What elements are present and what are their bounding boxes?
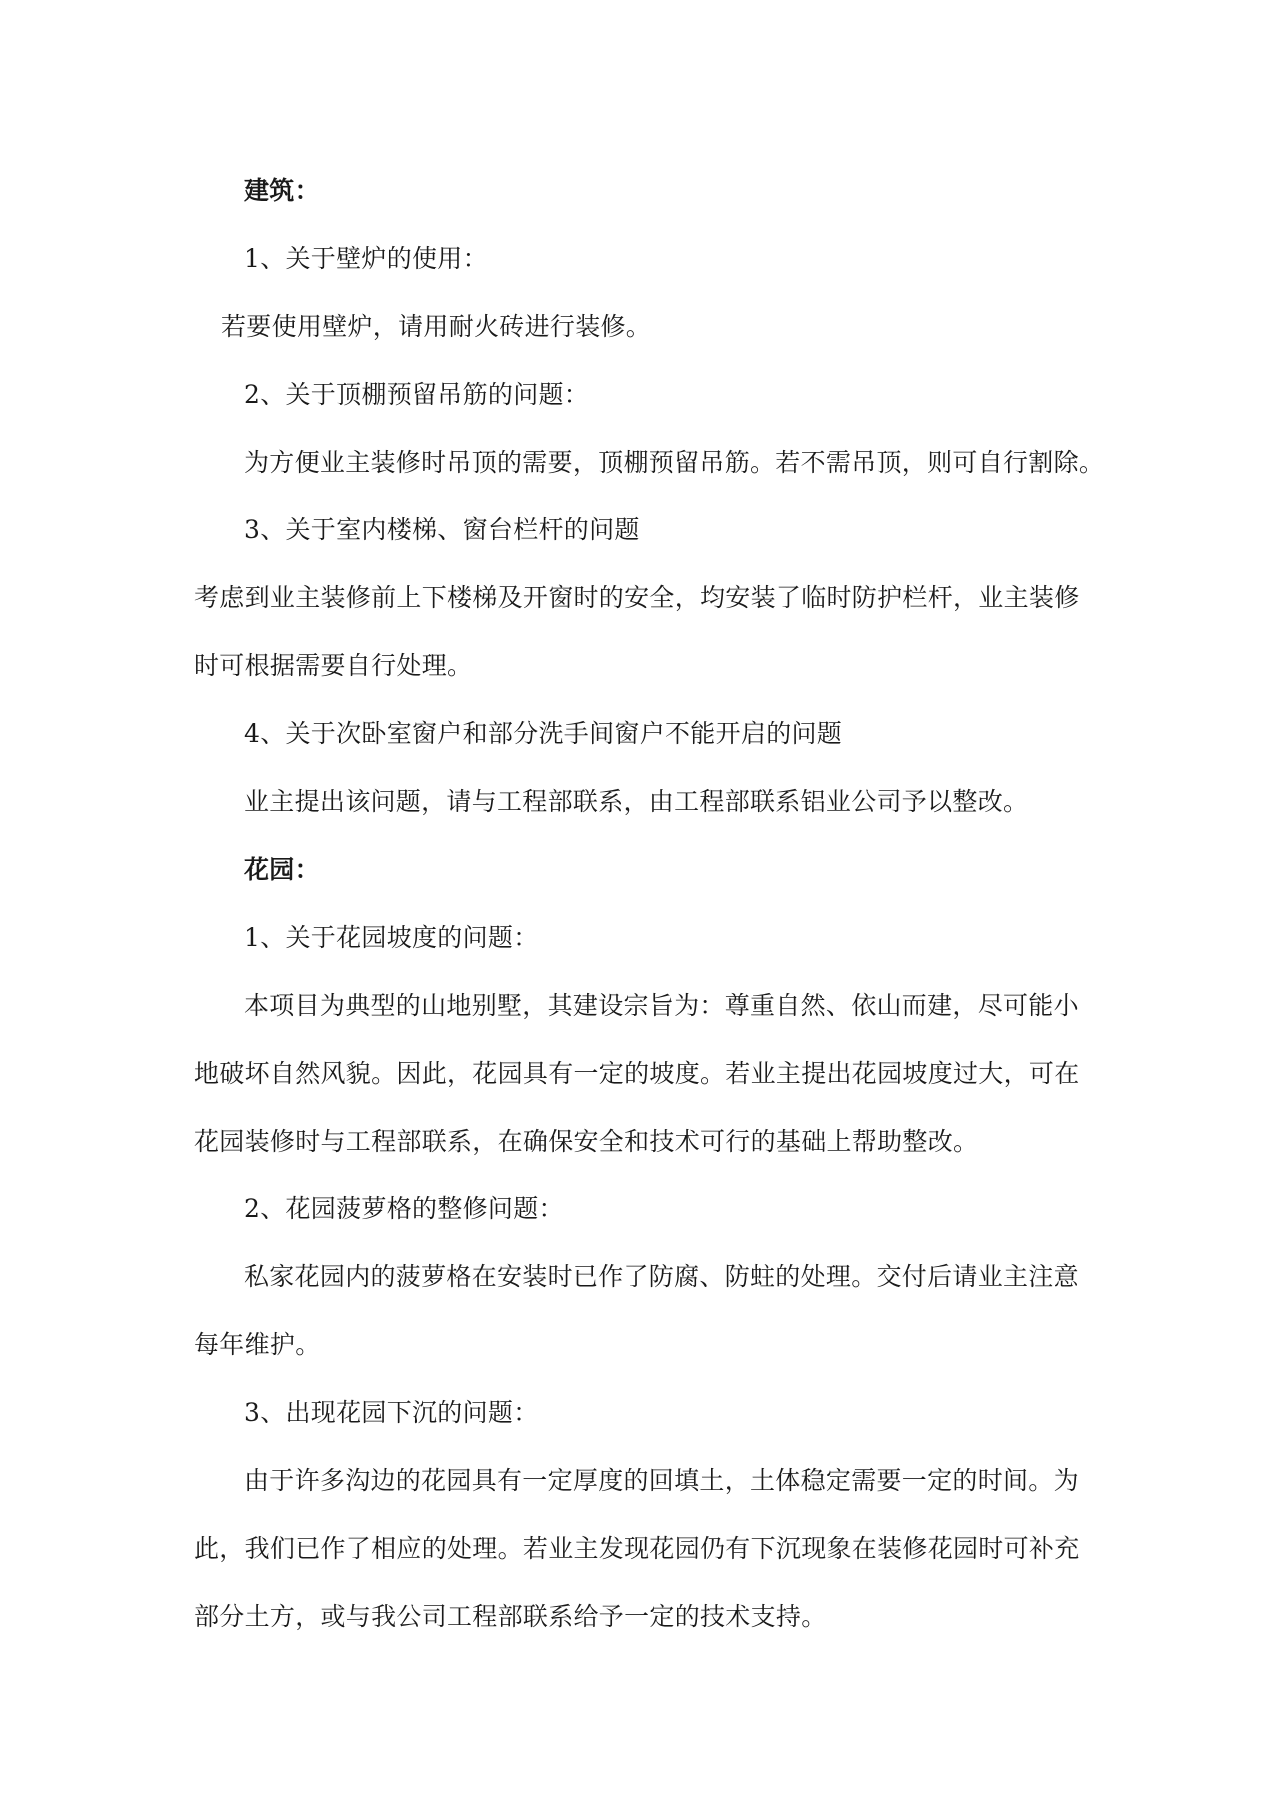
item-body: 花园装修时与工程部联系，在确保安全和技术可行的基础上帮助整改。 <box>194 1127 979 1156</box>
item-body: 地破坏自然风貌。因此，花园具有一定的坡度。若业主提出花园坡度过大，可在 <box>194 1059 1080 1088</box>
item-body: 本项目为典型的山地别墅，其建设宗旨为：尊重自然、依山而建，尽可能小 <box>244 991 1079 1020</box>
item-body: 业主提出该问题，请与工程部联系，由工程部联系铝业公司予以整改。 <box>244 787 1029 816</box>
item-title: 1、关于壁炉的使用： <box>244 244 488 273</box>
section-heading-building: 建筑： <box>244 176 320 205</box>
item-body: 时可根据需要自行处理。 <box>194 651 473 680</box>
item-body: 由于许多沟边的花园具有一定厚度的回填土，土体稳定需要一定的时间。为 <box>244 1466 1079 1495</box>
section-heading-garden: 花园： <box>244 855 320 884</box>
item-title: 3、出现花园下沉的问题： <box>244 1398 539 1427</box>
item-title: 4、关于次卧室窗户和部分洗手间窗户不能开启的问题 <box>244 719 843 748</box>
item-body: 私家花园内的菠萝格在安装时已作了防腐、防蛀的处理。交付后请业主注意 <box>244 1262 1079 1291</box>
item-body: 此，我们已作了相应的处理。若业主发现花园仍有下沉现象在装修花园时可补充 <box>194 1534 1080 1563</box>
item-title: 3、关于室内楼梯、窗台栏杆的问题 <box>244 515 640 544</box>
item-body: 部分土方，或与我公司工程部联系给予一定的技术支持。 <box>194 1602 827 1631</box>
item-body: 考虑到业主装修前上下楼梯及开窗时的安全，均安装了临时防护栏杆，业主装修 <box>194 583 1080 612</box>
item-body: 若要使用壁炉，请用耐火砖进行装修。 <box>221 312 652 341</box>
item-title: 2、花园菠萝格的整修问题： <box>244 1194 564 1223</box>
item-body: 每年维护。 <box>194 1330 321 1359</box>
item-title: 2、关于顶棚预留吊筋的问题： <box>244 380 590 409</box>
item-body: 为方便业主装修时吊顶的需要，顶棚预留吊筋。若不需吊顶，则可自行割除。 <box>244 448 1105 477</box>
item-title: 1、关于花园坡度的问题： <box>244 923 539 952</box>
